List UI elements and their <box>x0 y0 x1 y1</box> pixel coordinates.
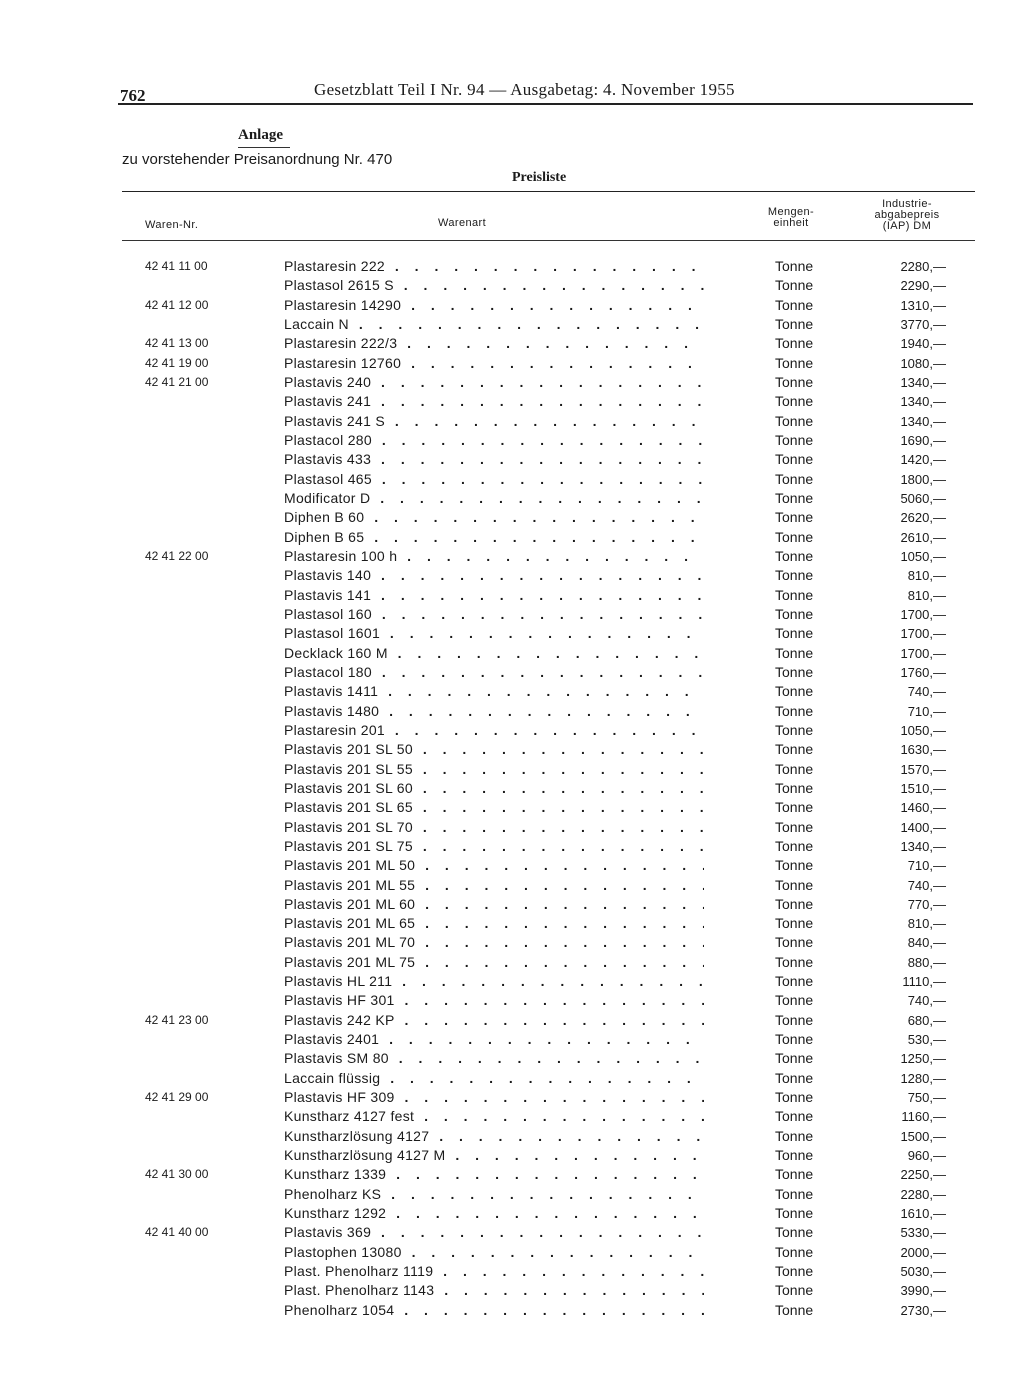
price-value: 1630,— <box>900 742 946 758</box>
quantity-unit: Tonne <box>775 895 814 912</box>
article-name: Plastacol 180 . . . <box>284 663 704 682</box>
article-name: Plastaresin 100 h . . . <box>284 547 704 566</box>
price-table-body <box>0 257 1024 1320</box>
quantity-unit: Tonne <box>775 586 814 603</box>
table-row <box>0 547 1024 566</box>
table-row <box>0 1146 1024 1165</box>
annex-underline <box>238 147 290 148</box>
price-value: 1500,— <box>900 1128 946 1144</box>
quantity-unit: Tonne <box>775 354 814 371</box>
quantity-unit: Tonne <box>775 547 814 564</box>
quantity-unit: Tonne <box>775 915 814 932</box>
table-row <box>0 450 1024 469</box>
table-row <box>0 682 1024 701</box>
price-value: 1340,— <box>900 374 946 390</box>
price-value: 740,— <box>907 993 946 1009</box>
price-value: 1940,— <box>900 336 946 352</box>
table-row <box>0 760 1024 779</box>
table-row <box>0 1107 1024 1126</box>
quantity-unit: Tonne <box>775 1166 814 1183</box>
article-name: Plastaresin 12760 . . . <box>284 354 704 373</box>
quantity-unit: Tonne <box>775 605 814 622</box>
article-name: Plastophen 13080 . . . <box>284 1243 704 1262</box>
article-name: Plastavis HF 301 . . . <box>284 991 704 1010</box>
article-name: Plastavis HL 211 . . . <box>284 972 704 991</box>
quantity-unit: Tonne <box>775 1089 814 1106</box>
quantity-unit: Tonne <box>775 779 814 796</box>
table-row <box>0 528 1024 547</box>
quantity-unit: Tonne <box>775 509 814 526</box>
quantity-unit: Tonne <box>775 857 814 874</box>
article-name: Plastavis 242 KP . . . <box>284 1011 704 1030</box>
price-value: 2620,— <box>900 510 946 526</box>
quantity-unit: Tonne <box>775 431 814 448</box>
table-header-rule <box>122 240 975 241</box>
price-value: 5060,— <box>900 490 946 506</box>
article-name: Plastavis 201 SL 55 . . . <box>284 760 704 779</box>
table-row <box>0 933 1024 952</box>
waren-number: 42 41 29 00 <box>145 1090 209 1105</box>
quantity-unit: Tonne <box>775 1108 814 1125</box>
price-value: 1340,— <box>900 838 946 854</box>
quantity-unit: Tonne <box>775 1205 814 1222</box>
price-value: 2280,— <box>900 259 946 274</box>
article-name: Plastasol 465 . . . <box>284 470 704 489</box>
price-value: 1690,— <box>900 432 946 448</box>
price-value: 740,— <box>907 877 946 893</box>
quantity-unit: Tonne <box>775 528 814 545</box>
article-name: Plastavis 369 . . . <box>284 1223 704 1242</box>
article-name: Plastavis 201 SL 70 . . . <box>284 818 704 837</box>
waren-number: 42 41 23 00 <box>145 1012 209 1027</box>
waren-number: 42 41 30 00 <box>145 1167 209 1182</box>
price-value: 3770,— <box>900 316 946 332</box>
table-row <box>0 296 1024 315</box>
article-name: Plastavis SM 80 . . . <box>284 1049 704 1068</box>
article-name: Plastavis 201 ML 60 . . . <box>284 895 704 914</box>
column-header-article: Warenart <box>438 217 487 229</box>
article-name: Plastavis HF 309 . . . <box>284 1088 704 1107</box>
table-row <box>0 470 1024 489</box>
price-value: 2610,— <box>900 529 946 545</box>
article-name: Kunstharz 1292 . . . <box>284 1204 704 1223</box>
table-row <box>0 818 1024 837</box>
price-value: 1460,— <box>900 800 946 816</box>
quantity-unit: Tonne <box>775 799 814 816</box>
price-value: 680,— <box>907 1012 946 1028</box>
price-value: 810,— <box>907 587 946 603</box>
price-value: 2000,— <box>900 1244 946 1260</box>
table-row <box>0 354 1024 373</box>
table-row <box>0 1204 1024 1223</box>
quantity-unit: Tonne <box>775 451 814 468</box>
table-row <box>0 1011 1024 1030</box>
article-name: Plastavis 201 SL 60 . . . <box>284 779 704 798</box>
waren-number: 42 41 22 00 <box>145 548 209 563</box>
price-value: 1280,— <box>900 1070 946 1086</box>
quantity-unit: Tonne <box>775 1147 814 1164</box>
quantity-unit: Tonne <box>775 567 814 584</box>
article-name: Plastavis 241 S . . . <box>284 412 704 431</box>
article-name: Kunstharz 4127 fest . . . <box>284 1107 704 1126</box>
quantity-unit: Tonne <box>775 992 814 1009</box>
waren-number: 42 41 11 00 <box>145 259 208 273</box>
table-row <box>0 1185 1024 1204</box>
price-value: 2250,— <box>900 1167 946 1183</box>
article-name: Plastavis 140 . . . <box>284 566 704 585</box>
quantity-unit: Tonne <box>775 760 814 777</box>
column-header-code: Waren-Nr. <box>145 219 199 231</box>
price-value: 2730,— <box>900 1302 946 1318</box>
table-row <box>0 779 1024 798</box>
table-row <box>0 1281 1024 1300</box>
article-name: Kunstharzlösung 4127 . . . <box>284 1127 704 1146</box>
article-name: Plast. Phenolharz 1143 . . . <box>284 1281 704 1300</box>
table-row <box>0 895 1024 914</box>
quantity-unit: Tonne <box>775 1263 814 1280</box>
price-value: 1700,— <box>900 606 946 622</box>
price-value: 1080,— <box>900 355 946 371</box>
table-row <box>0 837 1024 856</box>
article-name: Diphen B 60 . . . <box>284 508 704 527</box>
quantity-unit: Tonne <box>775 818 814 835</box>
table-row <box>0 334 1024 353</box>
article-name: Plastaresin 222 . . . <box>284 257 704 276</box>
table-row <box>0 663 1024 682</box>
table-top-rule <box>122 191 975 192</box>
table-row <box>0 991 1024 1010</box>
table-row <box>0 1243 1024 1262</box>
price-value: 1400,— <box>900 819 946 835</box>
article-name: Decklack 160 M . . . <box>284 644 704 663</box>
article-name: Laccain N . . . <box>284 315 704 334</box>
article-name: Plastavis 1480 . . . <box>284 702 704 721</box>
article-name: Phenolharz KS . . . <box>284 1185 704 1204</box>
price-value: 1510,— <box>900 780 946 796</box>
table-row <box>0 566 1024 585</box>
table-row <box>0 972 1024 991</box>
price-value: 2280,— <box>900 1186 946 1202</box>
article-name: Diphen B 65 . . . <box>284 528 704 547</box>
table-row <box>0 276 1024 295</box>
quantity-unit: Tonne <box>775 296 814 313</box>
article-name: Plastavis 433 . . . <box>284 450 704 469</box>
quantity-unit: Tonne <box>775 258 814 274</box>
price-value: 530,— <box>907 1032 946 1048</box>
quantity-unit: Tonne <box>775 973 814 990</box>
price-value: 880,— <box>907 954 946 970</box>
column-header-price: Industrie-abgabepreis (IAP) DM <box>874 198 940 232</box>
article-name: Plastaresin 201 . . . <box>284 721 704 740</box>
quantity-unit: Tonne <box>775 470 814 487</box>
article-name: Phenolharz 1054 . . . <box>284 1301 704 1320</box>
table-row <box>0 257 1024 276</box>
table-row <box>0 412 1024 431</box>
quantity-unit: Tonne <box>775 663 814 680</box>
price-value: 1050,— <box>900 722 946 738</box>
quantity-unit: Tonne <box>775 1127 814 1144</box>
table-row <box>0 856 1024 875</box>
price-value: 1340,— <box>900 394 946 410</box>
article-name: Plastacol 280 . . . <box>284 431 704 450</box>
page-number: 762 <box>120 86 146 105</box>
quantity-unit: Tonne <box>775 335 814 352</box>
article-name: Plastavis 141 . . . <box>284 586 704 605</box>
price-value: 1570,— <box>900 761 946 777</box>
page-header-title: Gesetzblatt Teil I Nr. 94 — Ausgabetag: 4. November 1955 <box>314 80 735 99</box>
waren-number: 42 41 13 00 <box>145 336 209 351</box>
price-list-title: Preisliste <box>512 170 567 185</box>
waren-number: 42 41 21 00 <box>145 374 209 389</box>
price-value: 960,— <box>907 1148 946 1164</box>
table-row <box>0 605 1024 624</box>
price-value: 1610,— <box>900 1206 946 1222</box>
article-name: Kunstharz 1339 . . . <box>284 1165 704 1184</box>
quantity-unit: Tonne <box>775 489 814 506</box>
price-value: 1420,— <box>900 452 946 468</box>
article-name: Plastavis 201 ML 65 . . . <box>284 914 704 933</box>
quantity-unit: Tonne <box>775 683 814 700</box>
price-value: 3990,— <box>900 1283 946 1299</box>
article-name: Plastavis 240 . . . <box>284 373 704 392</box>
quantity-unit: Tonne <box>775 721 814 738</box>
waren-number: 42 41 19 00 <box>145 355 209 370</box>
quantity-unit: Tonne <box>775 315 814 332</box>
quantity-unit: Tonne <box>775 412 814 429</box>
quantity-unit: Tonne <box>775 1011 814 1028</box>
price-value: 810,— <box>907 568 946 584</box>
header-rule <box>118 103 973 105</box>
quantity-unit: Tonne <box>775 837 814 854</box>
price-value: 1700,— <box>900 645 946 661</box>
table-row <box>0 315 1024 334</box>
table-row <box>0 1301 1024 1320</box>
price-value: 740,— <box>907 684 946 700</box>
quantity-unit: Tonne <box>775 1031 814 1048</box>
article-name: Plastavis 2401 . . . <box>284 1030 704 1049</box>
table-row <box>0 1223 1024 1242</box>
article-name: Plastavis 201 SL 50 . . . <box>284 740 704 759</box>
article-name: Plastavis 1411 . . . <box>284 682 704 701</box>
article-name: Plastavis 201 ML 55 . . . <box>284 876 704 895</box>
table-row <box>0 721 1024 740</box>
quantity-unit: Tonne <box>775 373 814 390</box>
table-row <box>0 876 1024 895</box>
price-value: 1050,— <box>900 548 946 564</box>
price-value: 5330,— <box>900 1225 946 1241</box>
table-row <box>0 953 1024 972</box>
price-value: 710,— <box>907 858 946 874</box>
article-name: Plastavis 201 SL 65 . . . <box>284 798 704 817</box>
quantity-unit: Tonne <box>775 1243 814 1260</box>
table-row <box>0 1127 1024 1146</box>
waren-number: 42 41 40 00 <box>145 1225 209 1240</box>
table-row <box>0 1088 1024 1107</box>
table-row <box>0 373 1024 392</box>
price-value: 810,— <box>907 916 946 932</box>
article-name: Modificator D . . . <box>284 489 704 508</box>
quantity-unit: Tonne <box>775 1301 814 1318</box>
quantity-unit: Tonne <box>775 1185 814 1202</box>
price-value: 1700,— <box>900 626 946 642</box>
quantity-unit: Tonne <box>775 876 814 893</box>
table-row <box>0 508 1024 527</box>
quantity-unit: Tonne <box>775 953 814 970</box>
article-name: Plastavis 241 . . . <box>284 392 704 411</box>
quantity-unit: Tonne <box>775 277 814 294</box>
price-value: 1340,— <box>900 413 946 429</box>
quantity-unit: Tonne <box>775 644 814 661</box>
price-value: 1110,— <box>902 974 946 990</box>
article-name: Plastavis 201 SL 75 . . . <box>284 837 704 856</box>
table-row <box>0 431 1024 450</box>
article-name: Plastavis 201 ML 70 . . . <box>284 933 704 952</box>
quantity-unit: Tonne <box>775 1069 814 1086</box>
price-value: 1800,— <box>900 471 946 487</box>
quantity-unit: Tonne <box>775 934 814 951</box>
article-name: Plastasol 1601 . . . <box>284 624 704 643</box>
column-header-unit: Mengen-einheit <box>767 206 815 229</box>
table-row <box>0 1165 1024 1184</box>
price-value: 710,— <box>907 703 946 719</box>
waren-number: 42 41 12 00 <box>145 297 209 312</box>
table-row <box>0 489 1024 508</box>
table-row <box>0 702 1024 721</box>
table-row <box>0 1069 1024 1088</box>
quantity-unit: Tonne <box>775 393 814 410</box>
article-name: Plastasol 160 . . . <box>284 605 704 624</box>
table-row <box>0 1030 1024 1049</box>
price-value: 750,— <box>907 1090 946 1106</box>
table-row <box>0 392 1024 411</box>
price-value: 1760,— <box>900 664 946 680</box>
price-value: 1310,— <box>900 297 946 313</box>
article-name: Plastavis 201 ML 50 . . . <box>284 856 704 875</box>
article-name: Plastasol 2615 S . . . <box>284 276 704 295</box>
table-row <box>0 1262 1024 1281</box>
table-row <box>0 914 1024 933</box>
quantity-unit: Tonne <box>775 625 814 642</box>
price-value: 840,— <box>907 935 946 951</box>
quantity-unit: Tonne <box>775 702 814 719</box>
article-name: Laccain flüssig . . . <box>284 1069 704 1088</box>
article-name: Kunstharzlösung 4127 M . . . <box>284 1146 704 1165</box>
article-name: Plast. Phenolharz 1119 . . . <box>284 1262 704 1281</box>
price-value: 1160,— <box>901 1109 946 1125</box>
price-value: 2290,— <box>900 278 946 294</box>
table-row <box>0 644 1024 663</box>
price-value: 5030,— <box>900 1264 946 1280</box>
table-row <box>0 624 1024 643</box>
quantity-unit: Tonne <box>775 741 814 758</box>
quantity-unit: Tonne <box>775 1050 814 1067</box>
price-value: 1250,— <box>900 1051 946 1067</box>
table-row <box>0 586 1024 605</box>
annex-label: Anlage <box>238 127 283 143</box>
annex-subtitle: zu vorstehender Preisanordnung Nr. 470 <box>122 151 393 168</box>
article-name: Plastaresin 222/3 . . . <box>284 334 704 353</box>
table-row <box>0 798 1024 817</box>
article-name: Plastaresin 14290 . . . <box>284 296 704 315</box>
article-name: Plastavis 201 ML 75 . . . <box>284 953 704 972</box>
price-value: 770,— <box>907 896 946 912</box>
table-row <box>0 740 1024 759</box>
table-row <box>0 1049 1024 1068</box>
quantity-unit: Tonne <box>775 1224 814 1241</box>
quantity-unit: Tonne <box>775 1282 814 1299</box>
